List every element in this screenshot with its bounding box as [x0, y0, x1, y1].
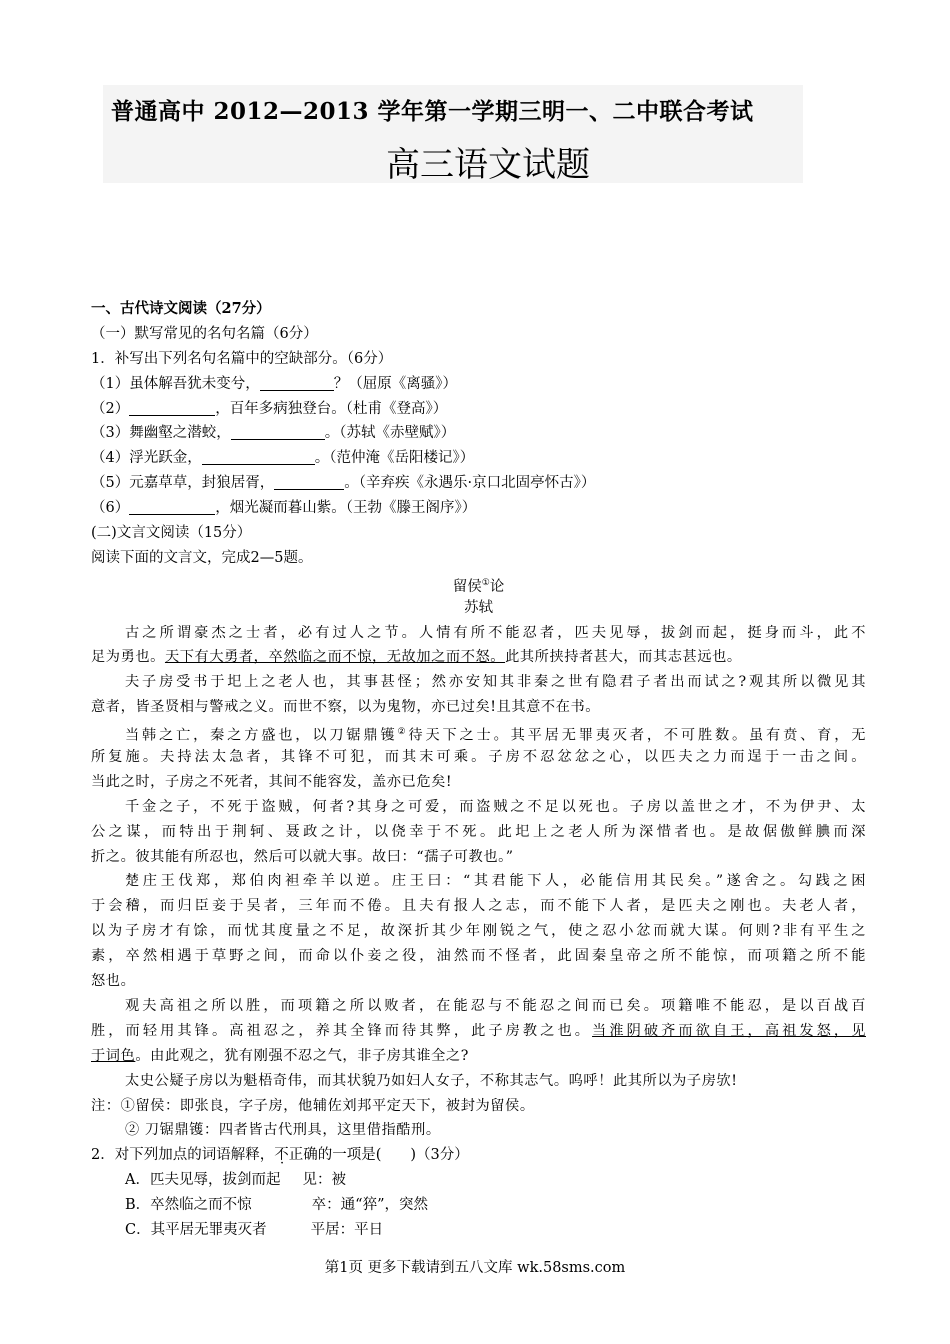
text-span: 此其所挟持者甚大，而其志甚远也。: [505, 649, 742, 666]
underlined-sentence: 天下有大勇者，卒然临之而不惊，无故加之而不怒。: [164, 649, 506, 666]
item-source: ，百年多病独登台。（杜甫《登高》）: [215, 400, 448, 417]
text-span: 。由此观之，犹有刚强不忍之气，非子房其谁全之?: [135, 1047, 469, 1064]
question-stem: 2．对下列加点的词语解释，: [91, 1147, 275, 1164]
text-line: 所复施。夫持法太急者，其锋不可犯，而其末可乘。子房不忍忿忿之心，以匹夫之力而逞于一击之间。: [91, 749, 866, 766]
text-line: 公之谋，而特出于荆轲、聂政之计，以侥幸于不死。此圯上之老人所为深惜者也。是故倨傲鲜腆而深: [91, 823, 866, 840]
option-label: B．卒然临之而不惊: [125, 1197, 252, 1214]
text-line: [91, 1044, 866, 1069]
text-line: [91, 1019, 866, 1044]
text-line: 千金之子，不死于盗贼，何者?其身之可爱，而盗贼之不足以死也。子房以盖世之才，不为伊尹、太: [125, 798, 866, 815]
text-line: 以为子房才有馀，而忧其度量之不足，故深折其少年刚锐之气，使之忍小忿而就大谋。何则?非有平生之: [91, 923, 866, 940]
text-line: 意者，皆圣贤相与警戒之义。而世不察，以为鬼物，亦已过矣!且其意不在书。: [91, 699, 601, 716]
option-b[interactable]: [91, 1193, 866, 1218]
essay-title-text: 论: [489, 578, 505, 595]
item-text: （6）: [91, 500, 130, 517]
question-2: [91, 1143, 866, 1168]
text-line: 古之所谓豪杰之士者，必有过人之节。人情有所不能忍者，匹夫见辱，拔剑而起，挺身而斗，此不: [125, 624, 866, 641]
underlined-sentence: 于词色: [91, 1047, 136, 1064]
item-text: （3）舞幽壑之潜蛟，: [91, 425, 231, 442]
page-footer: 第1页 更多下载请到五八文库 wk.58sms.com: [324, 1260, 626, 1276]
text-line: 太史公疑子房以为魁梧奇伟，而其状貌乃如妇人女子，不称其志气。呜呼！此其所以为子房欤!: [125, 1072, 738, 1089]
item-text: （4）浮光跃金，: [91, 450, 202, 467]
fill-item-1: [91, 372, 866, 397]
option-explanation: 卒：通“猝”，突然: [311, 1197, 428, 1214]
fill-item-2: [91, 397, 866, 422]
item-source: 。（苏轼《赤壁赋》）: [324, 425, 456, 442]
item-source: ？（屈原《离骚》）: [333, 375, 457, 392]
fill-item-4: [91, 446, 866, 471]
footnote-1: 注：①留侯：即张良，字子房，他辅佐刘邦平定天下，被封为留侯。: [91, 1097, 535, 1114]
part2-title: (二)文言文阅读（15分）: [91, 525, 252, 542]
answer-blank[interactable]: [260, 375, 334, 391]
fill-item-6: [91, 496, 866, 521]
item-text: （1）虽体解吾犹未变兮，: [91, 375, 260, 392]
essay-title-text: 留侯: [452, 578, 482, 595]
part2-intro: 阅读下面的文言文，完成2—5题。: [91, 549, 313, 566]
option-explanation: 见：被: [302, 1172, 346, 1189]
question-stem: 正确的一项是( )（3分）: [288, 1147, 469, 1164]
underlined-sentence: 当淮阴破齐而欲自王，高祖发怒，见: [592, 1022, 866, 1039]
item-source: 。（辛弃疾《永遇乐·京口北固亭怀古》）: [344, 475, 596, 492]
option-c[interactable]: [91, 1218, 866, 1243]
text-span: 当韩之亡，秦之方盛也，以刀锯鼎镬: [125, 727, 398, 744]
text-span: 待天下之士。其平居无罪夷灭者，不可胜数。虽有贲、育，无: [408, 727, 867, 744]
footnote-marker: ②: [397, 727, 409, 738]
text-span: 足为勇也。: [91, 649, 165, 666]
exam-header-line1: 普通高中 2012—2013 学年第一学期三明一、二中联合考试: [111, 98, 754, 125]
answer-blank[interactable]: [129, 400, 215, 416]
text-line: 夫子房受书于圯上之老人也，其事甚怪；然亦安知其非秦之世有隐君子者出而试之?观其所以微见其: [125, 674, 866, 691]
text-line: 当此之时，子房之不死者，其间不能容发，盖亦已危矣!: [91, 773, 453, 790]
text-line: [91, 645, 866, 670]
option-label: A．匹夫见辱，拔剑而起: [125, 1172, 281, 1189]
part1-title: （一）默写常见的名句名篇（6分）: [91, 325, 318, 342]
text-line: 楚庄王伐郑，郑伯肉袒牵羊以逆。庄王曰：“其君能下人，必能信用其民矣。”遂舍之。勾践之困: [125, 873, 866, 890]
footnote-marker: ①: [481, 577, 490, 588]
document-body: [91, 297, 866, 1243]
answer-blank[interactable]: [231, 424, 325, 440]
exam-title: 高三语文试题: [386, 145, 590, 185]
essay-author: 苏轼: [464, 599, 493, 616]
essay-title: [91, 571, 866, 596]
item-text: （5）元嘉草草，封狼居胥，: [91, 475, 275, 492]
section-title: 一、古代诗文阅读（27分）: [91, 300, 271, 317]
option-explanation: 平居：平日: [310, 1221, 384, 1238]
fill-item-5: [91, 471, 866, 496]
text-line: [91, 720, 866, 745]
text-line: 折之。彼其能有所忍也，然后可以就大事。故曰：“孺子可教也。”: [91, 848, 514, 865]
fill-item-3: [91, 421, 866, 446]
answer-blank[interactable]: [202, 449, 315, 465]
item-text: （2）: [91, 400, 130, 417]
option-label: C．其平居无罪夷灭者: [125, 1221, 267, 1238]
text-line: 观夫高祖之所以胜，而项籍之所以败者，在能忍与不能忍之间而已矣。项籍唯不能忍，是以百战百: [125, 997, 866, 1014]
essay-text: [91, 621, 866, 1144]
emphasis-dot-word: 不: [274, 1147, 289, 1164]
item-source: 。（范仲淹《岳阳楼记》）: [314, 450, 475, 467]
text-line: 素，卒然相遇于草野之间，而命以仆妾之役，油然而不怪者，此固秦皇帝之所不能惊，而项籍之所不能: [91, 948, 866, 965]
exam-header-banner: [103, 85, 803, 183]
answer-blank[interactable]: [129, 499, 215, 515]
option-a[interactable]: [91, 1168, 866, 1193]
text-line: 于会稽，而归臣妾于吴者，三年而不倦。且夫有报人之志，而不能下人者，是匹夫之刚也。夫老人者，: [91, 898, 866, 915]
text-span: 胜，而轻用其锋。高祖忍之，养其全锋而待其弊，此子房教之也。: [91, 1022, 593, 1039]
footnote-2: ② 刀锯鼎镬：四者皆古代刑具，这里借指酷刑。: [125, 1122, 441, 1139]
answer-blank[interactable]: [274, 474, 344, 490]
item-source: ，烟光凝而暮山紫。（王勃《滕王阁序》）: [215, 500, 477, 517]
question-1: 1．补写出下列名句名篇中的空缺部分。（6分）: [91, 350, 393, 367]
text-line: 怒也。: [91, 973, 136, 990]
